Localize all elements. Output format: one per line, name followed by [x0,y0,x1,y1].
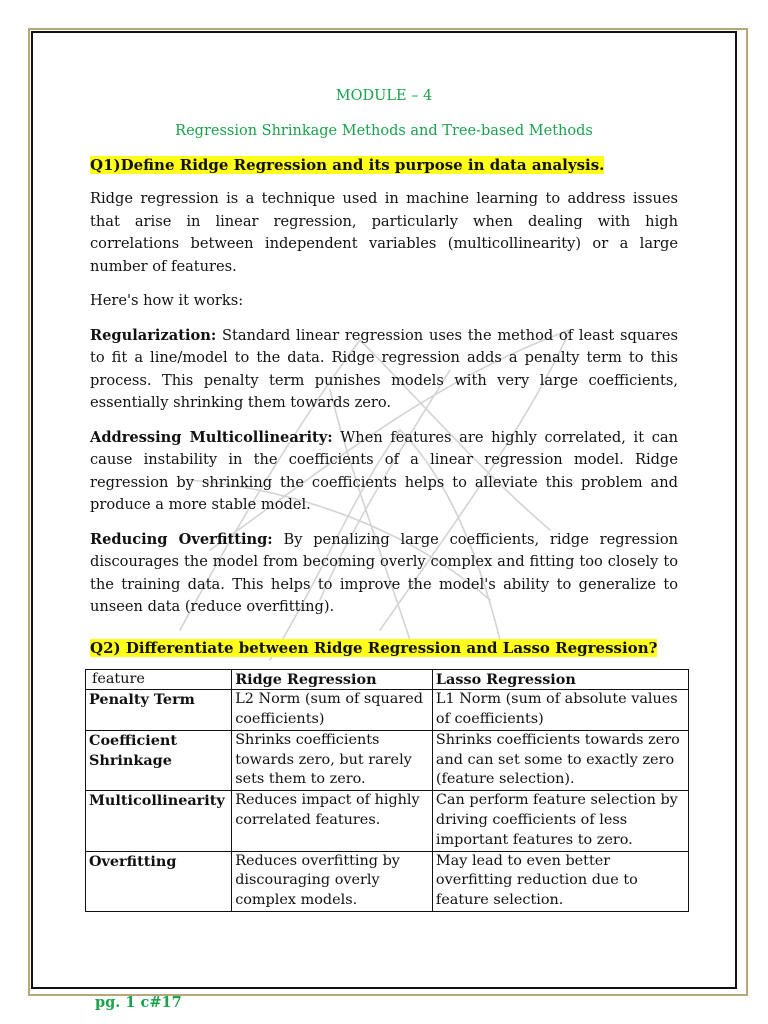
table-cell: Reduces impact of highly correlated features. [232,791,433,851]
ridge-intro-paragraph: Ridge regression is a technique used in machine learning to address issues that arise in linear regression, particularly when dealing with high correlations between independent variables (multicollinearity) or a large number of features. [90,190,678,275]
table-cell: L2 Norm (sum of squared coefficients) [232,690,433,731]
table-cell: Can perform feature selection by driving coefficients of less important features to zero. [432,791,688,851]
table-row-label: Overfitting [86,851,232,911]
table-cell: May lead to even better overfitting reduction due to feature selection. [432,851,688,911]
regularization-text: Standard linear regression uses the method of least squares to fit a line/model to the data. Ridge regression adds a penalty term to this process. This penalty term punishes models with very large coefficients, essentially shrinking them towards zero. [90,326,678,411]
table-row [86,791,689,851]
table-header-cell: feature [86,669,232,690]
how-it-works-line: Here's how it works: [90,292,244,309]
table-cell: Reduces overfitting by discouraging overly complex models. [232,851,433,911]
table-row-label: Penalty Term [86,690,232,731]
overfitting-term: Reducing Overfitting: [90,530,273,548]
document-content [90,88,678,912]
table-header-row [86,669,689,690]
overfitting-paragraph [90,529,678,619]
multicollinearity-term: Addressing Multicollinearity: [90,428,333,446]
table-row [86,851,689,911]
page-number-footer: pg. 1 c#17 [95,994,182,1011]
table-cell: Shrinks coefficients towards zero, but rarely sets them to zero. [232,730,433,790]
question-2 [90,639,678,657]
table-cell: L1 Norm (sum of absolute values of coefficients) [432,690,688,731]
table-row-label: Multicollinearity [86,791,232,851]
question-1 [90,156,678,174]
multicollinearity-text: When features are highly correlated, it can cause instability in the coefficients of a linear regression model. Ridge regression by shrinking the coefficients helps to alleviate this problem and produce a more stable model. [90,428,678,513]
table-row [86,730,689,790]
overfitting-text: By penalizing large coefficients, ridge regression discourages the model from becoming overly complex and fitting too closely to the training data. This helps to improve the model's ability to generalize to unseen data (reduce overfitting). [90,530,679,615]
regularization-term: Regularization: [90,326,217,344]
table-row [86,690,689,731]
question-2-text: Q2) Differentiate between Ridge Regression and Lasso Regression? [90,638,658,657]
table-header-cell: Ridge Regression [232,669,433,690]
table-row-label: Coefficient Shrinkage [86,730,232,790]
module-title: MODULE – 4 [335,88,433,104]
question-1-text: Q1)Define Ridge Regression and its purpose in data analysis. [90,156,605,174]
comparison-table [85,669,689,913]
table-cell: Shrinks coefficients towards zero and can set some to exactly zero (feature selection). [432,730,688,790]
module-subtitle: Regression Shrinkage Methods and Tree-based Methods [175,123,593,139]
regularization-paragraph [90,325,678,415]
table-header-cell: Lasso Regression [432,669,688,690]
multicollinearity-paragraph [90,427,678,517]
